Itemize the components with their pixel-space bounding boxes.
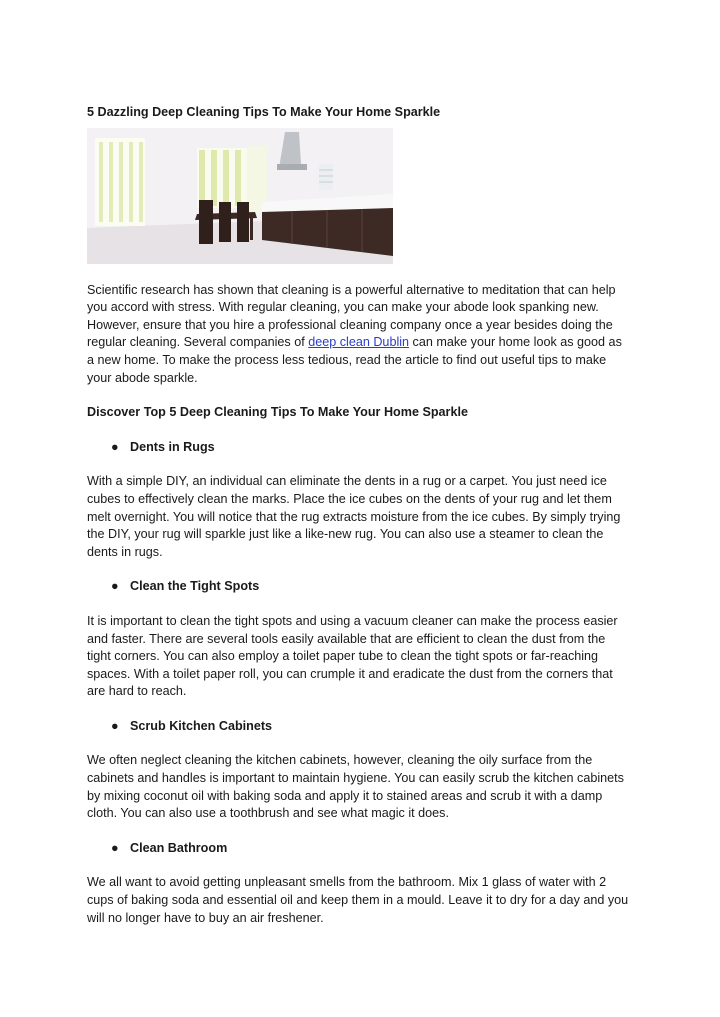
article-title: 5 Dazzling Deep Cleaning Tips To Make Your Home Sparkle (87, 105, 441, 119)
tip-heading-dents-in-rugs (87, 439, 632, 457)
tip-body-clean-tight-spots: It is important to clean the tight spots and using a vacuum cleaner can make the process easier and faster. There are several tools easily available that are efficient to clean the dust from the tight corners. You can also employ a toilet paper tube to clean the tight spots or far-reaching spaces. With a toilet paper roll, you can crumple it and eradicate the dust from the corners that are hard to reach. (87, 613, 618, 699)
bullet-icon: ● (111, 840, 119, 855)
kitchen-photo (87, 128, 393, 264)
tip-heading-clean-tight-spots (87, 578, 632, 596)
deep-clean-dublin-link[interactable]: deep clean Dublin (308, 335, 410, 350)
intro-text-before: Scientific research has shown that cleaning is a powerful alternative to meditation that can help you accord with stress. With regular cleaning, you can make your abode look spanking new. However, ensure that you hire a professional cleaning company once a year besides doing the regular cleaning. Several companies of (87, 282, 616, 350)
bullet-icon: ● (111, 718, 119, 733)
tip-body-dents-in-rugs: With a simple DIY, an individual can eliminate the dents in a rug or a carpet. You just need ice cubes to effectively clean the marks. Place the ice cubes on the dents of your rug and let them melt overnight. You will notice that the rug extracts moisture from the ice cubes. By simply trying the DIY, your rug will sparkle just like a like-new rug. You can also use a steamer to clean the dents in rugs. (87, 474, 621, 559)
section-heading: Discover Top 5 Deep Cleaning Tips To Make Your Home Sparkle (87, 405, 468, 420)
intro-paragraph (87, 282, 632, 388)
tip-heading-clean-bathroom (87, 840, 632, 858)
tip-heading-text: Scrub Kitchen Cabinets (130, 718, 273, 733)
intro-text-after: can make your home look as good as a new home. To make the process less tedious, read the article to find out useful tips to make your abode sparkle. (87, 335, 622, 385)
tip-heading-text: Clean the Tight Spots (130, 579, 260, 594)
tip-heading-scrub-kitchen-cabinets (87, 718, 632, 736)
article (87, 104, 632, 944)
tip-body-scrub-kitchen-cabinets: We often neglect cleaning the kitchen cabinets, however, cleaning the oily surface from the cabinets and handles is important to maintain hygiene. You can easily scrub the kitchen cabinets by mixing coconut oil with baking soda and apply it to stained areas and scrub it with a damp cloth. You can also use a toothbrush and see what magic it does. (87, 753, 624, 821)
tip-heading-text: Dents in Rugs (130, 439, 215, 454)
tip-body-clean-bathroom: We all want to avoid getting unpleasant smells from the bathroom. Mix 1 glass of water with 2 cups of baking soda and essential oil and keep them in a mould. Leave it to dry for a day and you will no longer have to buy an air freshener. (87, 875, 629, 925)
bullet-icon: ● (111, 579, 119, 594)
bullet-icon: ● (111, 439, 119, 454)
tip-heading-text: Clean Bathroom (130, 840, 228, 855)
